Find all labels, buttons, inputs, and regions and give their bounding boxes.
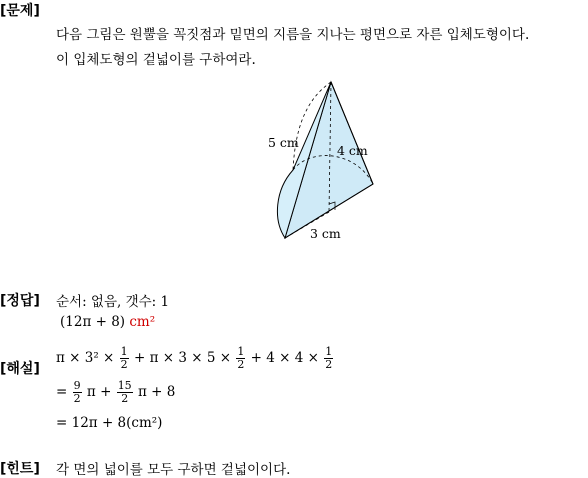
half-cone-figure [265,80,385,245]
solution-line2: = $\frac{9}{2}$ π + $\frac{15}{2}$ π + 8 [56,379,176,405]
answer-label: [정답] [0,293,40,309]
solution-line3: = 12π + 8(cm²) [56,415,163,431]
fraction-nine-halves: $\frac{9}{2}$ [73,379,81,405]
problem-text-line1: 다음 그림은 원뿔을 꼭짓점과 밑면의 지름을 지나는 평면으로 자른 입체도형이다. [56,27,530,43]
fraction-half: $\frac{1}{2}$ [325,345,333,371]
answer-meta: 순서: 없음, 갯수: 1 [56,294,170,310]
height-label: 4 cm [337,143,368,158]
solution-line1: π × 3² × $\frac{1}{2}$ + π × 3 × 5 × $\frac{1}{2}$ + 4 × 4 × $\frac{1}{2}$ [56,345,333,371]
problem-text-line2: 이 입체도형의 겉넓이를 구하여라. [56,52,256,68]
slant-height-label: 5 cm [268,135,299,150]
hint-label: [힌트] [0,461,40,477]
fraction-half: $\frac{1}{2}$ [237,345,245,371]
fraction-half: $\frac{1}{2}$ [120,345,128,371]
radius-label: 3 cm [310,226,341,241]
solution-label: [해설] [0,361,40,377]
problem-label: [문제] [0,3,40,19]
hint-text: 각 면의 넓이를 모두 구하면 겉넓이이다. [56,462,291,478]
answer-value: (12π + 8) cm² [60,314,156,330]
answer-unit: cm² [129,314,156,330]
fraction-fifteen-halves: $\frac{15}{2}$ [117,379,132,405]
